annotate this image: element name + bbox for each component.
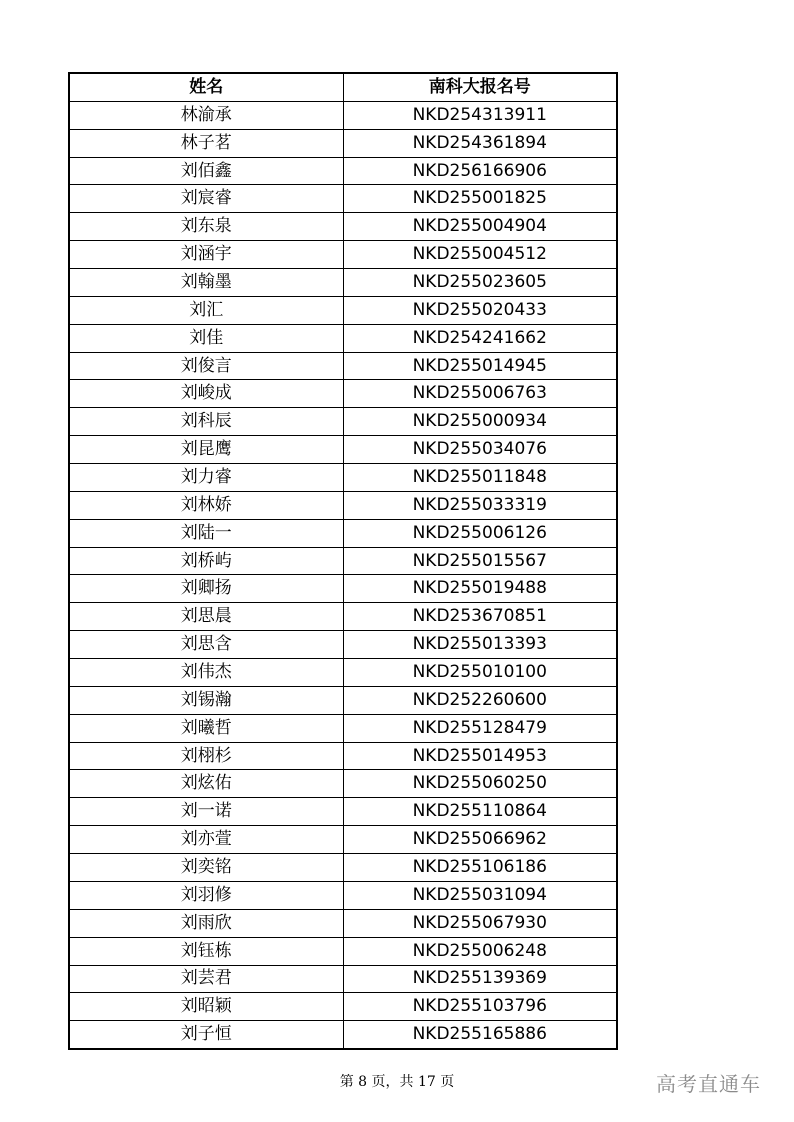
- page-number: 第 8 页，共 17 页: [339, 1074, 455, 1090]
- student-name-cell: 刘涵宇: [69, 241, 343, 269]
- registration-number-cell: NKD255006763: [343, 380, 617, 408]
- student-name-cell: 刘宸睿: [69, 185, 343, 213]
- student-name-cell: 刘思晨: [69, 603, 343, 631]
- table-row: [69, 129, 617, 157]
- table-row: [69, 575, 617, 603]
- registration-number-cell: NKD255004512: [343, 241, 617, 269]
- table-row: [69, 909, 617, 937]
- table-row: [69, 408, 617, 436]
- table-row: [69, 714, 617, 742]
- table-row: [69, 631, 617, 659]
- table-row: [69, 547, 617, 575]
- table-row: [69, 241, 617, 269]
- student-name-cell: 刘一诺: [69, 798, 343, 826]
- table-row: [69, 1021, 617, 1049]
- table-row: [69, 686, 617, 714]
- registration-number-cell: NKD252260600: [343, 686, 617, 714]
- student-name-cell: 刘峻成: [69, 380, 343, 408]
- registration-number-cell: NKD255015567: [343, 547, 617, 575]
- table-row: [69, 993, 617, 1021]
- table-row: [69, 464, 617, 492]
- registration-number-cell: NKD255019488: [343, 575, 617, 603]
- student-name-cell: 刘翰墨: [69, 269, 343, 297]
- registration-number-cell: NKD255013393: [343, 631, 617, 659]
- registration-number-cell: NKD255004904: [343, 213, 617, 241]
- registration-number-cell: NKD255034076: [343, 436, 617, 464]
- registration-number-cell: NKD255067930: [343, 909, 617, 937]
- name-column-header: 姓名: [69, 73, 343, 101]
- registration-number-cell: NKD255000934: [343, 408, 617, 436]
- student-name-cell: 刘昆鹰: [69, 436, 343, 464]
- student-name-cell: 刘羽修: [69, 881, 343, 909]
- student-name-cell: 刘雨欣: [69, 909, 343, 937]
- student-name-cell: 刘钰栋: [69, 937, 343, 965]
- student-name-cell: 刘昭颖: [69, 993, 343, 1021]
- registration-number-cell: NKD253670851: [343, 603, 617, 631]
- student-name-cell: 刘栩杉: [69, 742, 343, 770]
- student-name-cell: 刘亦萱: [69, 826, 343, 854]
- student-name-cell: 刘佳: [69, 324, 343, 352]
- student-name-cell: 刘陆一: [69, 519, 343, 547]
- watermark-text: 高考直通车: [656, 1072, 761, 1096]
- registration-number-cell: NKD255001825: [343, 185, 617, 213]
- registration-number-cell: NKD255103796: [343, 993, 617, 1021]
- student-name-cell: 刘卿扬: [69, 575, 343, 603]
- student-name-cell: 刘子恒: [69, 1021, 343, 1049]
- table-row: [69, 742, 617, 770]
- registration-number-cell: NKD255139369: [343, 965, 617, 993]
- registration-number-cell: NKD255128479: [343, 714, 617, 742]
- roster-table: [68, 72, 618, 1050]
- registration-number-cell: NKD255014953: [343, 742, 617, 770]
- registration-number-cell: NKD255031094: [343, 881, 617, 909]
- table-row: [69, 352, 617, 380]
- registration-number-cell: NKD255106186: [343, 854, 617, 882]
- registration-number-cell: NKD256166906: [343, 157, 617, 185]
- student-name-cell: 刘科辰: [69, 408, 343, 436]
- student-name-cell: 刘汇: [69, 296, 343, 324]
- registration-number-cell: NKD254313911: [343, 101, 617, 129]
- student-name-cell: 刘佰鑫: [69, 157, 343, 185]
- table-row: [69, 770, 617, 798]
- student-name-cell: 刘林娇: [69, 491, 343, 519]
- header-row: [69, 73, 617, 101]
- registration-number-cell: NKD255060250: [343, 770, 617, 798]
- student-name-cell: 刘芸君: [69, 965, 343, 993]
- table-row: [69, 519, 617, 547]
- table-row: [69, 881, 617, 909]
- student-name-cell: 林子茗: [69, 129, 343, 157]
- table-row: [69, 826, 617, 854]
- registration-number-cell: NKD255011848: [343, 464, 617, 492]
- registration-number-cell: NKD255006248: [343, 937, 617, 965]
- table-body: [69, 101, 617, 1049]
- student-name-cell: 刘奕铭: [69, 854, 343, 882]
- student-name-cell: 刘炫佑: [69, 770, 343, 798]
- registration-number-cell: NKD255023605: [343, 269, 617, 297]
- student-name-cell: 刘锡瀚: [69, 686, 343, 714]
- table-row: [69, 965, 617, 993]
- table-row: [69, 491, 617, 519]
- table-row: [69, 798, 617, 826]
- registration-number-cell: NKD255014945: [343, 352, 617, 380]
- student-name-cell: 林渝承: [69, 101, 343, 129]
- registration-number-cell: NKD254361894: [343, 129, 617, 157]
- table-row: [69, 436, 617, 464]
- student-name-cell: 刘伟杰: [69, 659, 343, 687]
- registration-number-cell: NKD255010100: [343, 659, 617, 687]
- registration-number-cell: NKD255110864: [343, 798, 617, 826]
- student-name-cell: 刘东泉: [69, 213, 343, 241]
- student-name-cell: 刘桥屿: [69, 547, 343, 575]
- table-row: [69, 324, 617, 352]
- registration-number-column-header: 南科大报名号: [343, 73, 617, 101]
- table-row: [69, 269, 617, 297]
- student-name-cell: 刘曦哲: [69, 714, 343, 742]
- registration-number-cell: NKD254241662: [343, 324, 617, 352]
- table-row: [69, 213, 617, 241]
- registration-number-cell: NKD255020433: [343, 296, 617, 324]
- registration-number-cell: NKD255033319: [343, 491, 617, 519]
- table-header: [69, 73, 617, 101]
- table-row: [69, 157, 617, 185]
- table-row: [69, 659, 617, 687]
- table-row: [69, 603, 617, 631]
- table-row: [69, 101, 617, 129]
- student-name-cell: 刘力睿: [69, 464, 343, 492]
- table-row: [69, 937, 617, 965]
- registration-number-cell: NKD255165886: [343, 1021, 617, 1049]
- table-row: [69, 296, 617, 324]
- table-row: [69, 854, 617, 882]
- registration-number-cell: NKD255006126: [343, 519, 617, 547]
- registration-number-cell: NKD255066962: [343, 826, 617, 854]
- table-row: [69, 185, 617, 213]
- student-name-cell: 刘俊言: [69, 352, 343, 380]
- table-row: [69, 380, 617, 408]
- student-name-cell: 刘思含: [69, 631, 343, 659]
